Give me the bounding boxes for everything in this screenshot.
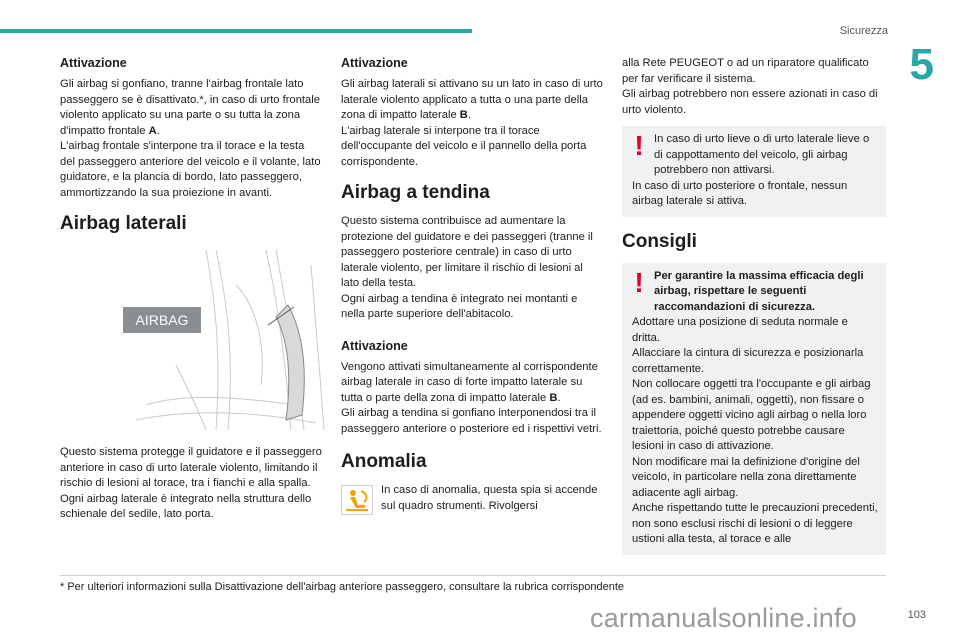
seat-drawing bbox=[116, 245, 326, 433]
page-number: 103 bbox=[907, 609, 926, 621]
footnote-divider bbox=[60, 575, 886, 576]
anomaly-block bbox=[341, 483, 604, 514]
footnote: * Per ulteriori informazioni sulla Disattivazione dell'airbag anteriore passeggero, consultare la rubrica corrispondente bbox=[60, 581, 625, 593]
chapter-number: 5 bbox=[909, 40, 934, 89]
column-2 bbox=[341, 56, 604, 514]
warning-icon: ! bbox=[634, 130, 644, 161]
heading-activation-curtain: Attivazione bbox=[341, 338, 408, 353]
heading-side-airbags: Airbag laterali bbox=[60, 213, 187, 234]
note-text: In caso di urto lieve o di urto laterale lieve o di cappottamento del veicolo, gli airbag potrebbero non attivarsi. bbox=[654, 133, 870, 176]
heading-activation-frontal: Attivazione bbox=[60, 56, 127, 70]
paragraph: Gli airbag a tendina si gonfiano interponendosi tra il passeggero anteriore o posteriore ed i rispettivi vetri. bbox=[341, 407, 602, 435]
note-text: Adottare una posizione di seduta normale e dritta. bbox=[632, 316, 848, 344]
watermark: carmanualsonline.info bbox=[590, 603, 857, 633]
side-airbag-illustration bbox=[116, 245, 326, 433]
paragraph: L'airbag frontale s'interpone tra il torace e la testa del passeggero anteriore del veicolo e il volante, lato guidatore, e la plancia di bordo, lato passeggero, ammortizzando la sua proiezione in avanti. bbox=[60, 140, 321, 199]
note-text: Non modificare mai la definizione d'origine del veicolo, in particolare nella zona direttamente adiacente agli airbag. bbox=[632, 455, 860, 499]
advice-note bbox=[622, 263, 886, 555]
note-text: Non collocare oggetti tra l'occupante e gli airbag (ad es. bambini, animali, oggetti), non fissare o appendere oggetti vicino agli airbag o nella loro traiettoria, poiché questo potrebbe causare lesioni in caso di attivazione. bbox=[632, 378, 871, 452]
heading-activation-side: Attivazione bbox=[341, 56, 408, 70]
warning-note bbox=[622, 126, 886, 217]
paragraph: Ogni airbag laterale è integrato nella struttura dello schienale del sedile, lato porta. bbox=[60, 492, 312, 520]
note-text: Allacciare la cintura di sicurezza e posizionarla correttamente. bbox=[632, 347, 864, 375]
note-text: Anche rispettando tutte le precauzioni precedenti, non sono esclusi rischi di lesioni o di leggere ustioni alla testa, al torace e alle bbox=[632, 502, 878, 545]
paragraph: Questo sistema contribuisce ad aumentare la protezione del guidatore e dei passeggeri (tranne il passeggero posteriore centrale) in caso di urto laterale violento, per limitare il rischio di lesioni al lato della testa. bbox=[341, 215, 593, 289]
column-3 bbox=[622, 56, 886, 555]
paragraph: Gli airbag si gonfiano, tranne l'airbag frontale lato passeggero se è disattivato.*, in caso di urto frontale violento applicato su una parte o su tutta la zona d'impatto frontale A. bbox=[60, 78, 320, 137]
warning-icon: ! bbox=[634, 266, 644, 298]
airbag-label: AIRBAG bbox=[135, 312, 189, 328]
section-title: Sicurezza bbox=[839, 25, 888, 37]
paragraph: alla Rete PEUGEOT o ad un riparatore qualificato per far verificare il sistema. bbox=[622, 57, 869, 85]
paragraph: Ogni airbag a tendina è integrato nei montanti e nella parte superiore dell'abitacolo. bbox=[341, 292, 578, 320]
paragraph: L'airbag laterale si interpone tra il torace dell'occupante del veicolo e il pannello della porta corrispondente. bbox=[341, 124, 587, 168]
paragraph: Gli airbag laterali si attivano su un lato in caso di urto laterale violento applicato a tutta o una parte della zona di impatto laterale B. bbox=[341, 78, 603, 121]
airbag-warning-light-icon bbox=[341, 485, 373, 515]
note-text: In caso di urto posteriore o frontale, nessun airbag laterale si attiva. bbox=[632, 179, 848, 207]
column-1 bbox=[60, 56, 322, 523]
heading-curtain-airbags: Airbag a tendina bbox=[341, 182, 490, 203]
heading-advice: Consigli bbox=[622, 230, 697, 252]
header-accent-bar bbox=[0, 29, 472, 33]
note-text-bold: Per garantire la massima efficacia degli airbag, rispettare le seguenti raccomandazioni di sicurezza. bbox=[654, 269, 864, 313]
heading-anomaly: Anomalia bbox=[341, 451, 427, 472]
paragraph: Questo sistema protegge il guidatore e il passeggero anteriore in caso di urto laterale violento, limitando il rischio di lesioni al torace, tra i fianchi e alla spalla. bbox=[60, 446, 322, 489]
paragraph: Vengono attivati simultaneamente al corrispondente airbag laterale in caso di forte impatto laterale su tutta o parte della zona di impatto laterale B. bbox=[341, 360, 598, 404]
paragraph: Gli airbag potrebbero non essere azionati in caso di urto violento. bbox=[622, 88, 878, 116]
paragraph: In caso di anomalia, questa spia si accende sul quadro strumenti. Rivolgersi bbox=[381, 484, 598, 512]
